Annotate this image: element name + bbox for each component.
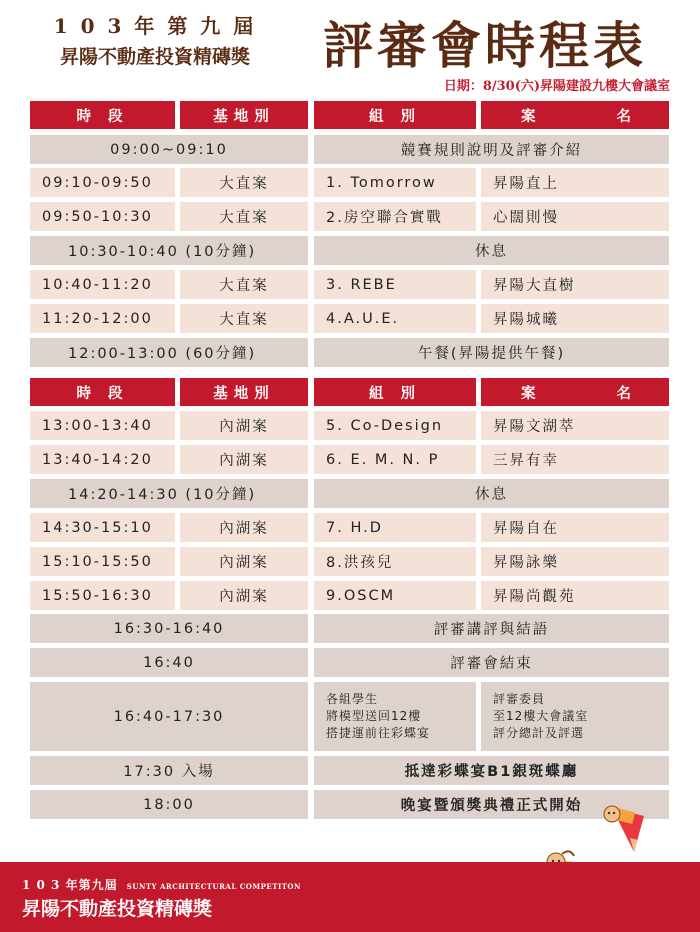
header-case-b: 名: [616, 385, 631, 402]
entry-label: 抵達彩蝶宴B1銀斑蝶廳: [314, 756, 669, 785]
table-row-group: 4.A.U.E.: [314, 304, 476, 333]
table-row-base: 大直案: [180, 202, 308, 231]
header-case: [481, 378, 669, 406]
table-row-group: 9.OSCM: [314, 581, 476, 610]
table-row-base: 內湖案: [180, 547, 308, 576]
footer-edition-text: 1 0 3 年第九屆: [22, 878, 118, 892]
table-row-base: 大直案: [180, 168, 308, 197]
table-row-group: 7. H.D: [314, 513, 476, 542]
table-row-time: 13:40-14:20: [30, 445, 175, 474]
table-row-case: 昇陽自在: [481, 513, 669, 542]
footer-bar: [0, 862, 700, 932]
table-row-group: 3. REBE: [314, 270, 476, 299]
event-date: 日期：8/30(六)昇陽建設九樓大會議室: [443, 79, 670, 94]
table-row-base: 內湖案: [180, 581, 308, 610]
table-row-group: 5. Co-Design: [314, 411, 476, 440]
review-label: 評審講評與結語: [314, 614, 669, 643]
table-row-time: 09:10-09:50: [30, 168, 175, 197]
students-line: 各組學生: [326, 692, 379, 706]
header-base: 基地別: [180, 101, 308, 129]
break-time: 14:20-14:30 (10分鐘): [30, 479, 308, 508]
footer-english: SUNTY ARCHITECTURAL COMPETITON: [126, 882, 301, 891]
opening-event: 競賽規則說明及評審介紹: [314, 135, 669, 164]
opening-time: 09:00~09:10: [30, 135, 308, 164]
students-line: 將模型送回12樓: [326, 709, 422, 723]
end-label: 評審會結束: [314, 648, 669, 677]
move-time: 16:40-17:30: [30, 682, 308, 751]
footer-award: 昇陽不動產投資精磚獎: [22, 898, 213, 920]
header-case: [481, 101, 669, 129]
entry-time: 17:30 入場: [30, 756, 308, 785]
header-case-a: 案: [521, 108, 536, 125]
footer-edition: [22, 876, 301, 893]
award-heading: 昇陽不動產投資精磚獎: [59, 46, 250, 68]
header-case-b: 名: [616, 108, 631, 125]
header-group: 組 別: [314, 378, 476, 406]
mascot-pencil-icon: [598, 796, 658, 856]
break-label: 休息: [314, 236, 669, 265]
table-row-base: 內湖案: [180, 513, 308, 542]
table-row-case: 昇陽詠樂: [481, 547, 669, 576]
table-row-case: 昇陽大直樹: [481, 270, 669, 299]
header-base: 基地別: [180, 378, 308, 406]
table-row-time: 14:30-15:10: [30, 513, 175, 542]
table-row-case: 昇陽尚觀苑: [481, 581, 669, 610]
table-row-case: 昇陽文湖萃: [481, 411, 669, 440]
table-row-case: 昇陽直上: [481, 168, 669, 197]
students-line: 搭捷運前往彩蝶宴: [326, 726, 431, 740]
header-group: 組 別: [314, 101, 476, 129]
break-label: 休息: [314, 479, 669, 508]
end-time: 16:40: [30, 648, 308, 677]
break-time: 10:30-10:40 (10分鐘): [30, 236, 308, 265]
table-row-group: 6. E. M. N. P: [314, 445, 476, 474]
judges-line: 至12樓大會議室: [493, 709, 589, 723]
review-time: 16:30-16:40: [30, 614, 308, 643]
table-row-time: 13:00-13:40: [30, 411, 175, 440]
table-row-group: 8.洪孩兒: [314, 547, 476, 576]
header-case-a: 案: [521, 385, 536, 402]
table-row-case: 三昇有幸: [481, 445, 669, 474]
judges-instructions: [481, 682, 669, 751]
table-row-case: 昇陽城曦: [481, 304, 669, 333]
table-row-base: 大直案: [180, 304, 308, 333]
table-row-time: 09:50-10:30: [30, 202, 175, 231]
banquet-time: 18:00: [30, 790, 308, 819]
page-title: 評審會時程表: [323, 16, 647, 75]
lunch-time: 12:00-13:00 (60分鐘): [30, 338, 308, 367]
table-row-time: 15:50-16:30: [30, 581, 175, 610]
judges-line: 評審委員: [493, 692, 546, 706]
table-row-time: 15:10-15:50: [30, 547, 175, 576]
table-row-time: 11:20-12:00: [30, 304, 175, 333]
edition-heading: 1 0 3 年 第 九 屆: [53, 14, 257, 38]
judges-line: 評分總計及評選: [493, 726, 585, 740]
students-instructions: [314, 682, 476, 751]
table-row-base: 內湖案: [180, 445, 308, 474]
table-row-group: 2.房空聯合實戰: [314, 202, 476, 231]
table-row-base: 大直案: [180, 270, 308, 299]
banquet-label: 晚宴暨頒獎典禮正式開始: [314, 790, 669, 819]
table-row-time: 10:40-11:20: [30, 270, 175, 299]
table-row-base: 內湖案: [180, 411, 308, 440]
table-row-group: 1. Tomorrow: [314, 168, 476, 197]
lunch-label: 午餐(昇陽提供午餐): [314, 338, 669, 367]
header-period: 時 段: [30, 101, 175, 129]
table-row-case: 心闊則慢: [481, 202, 669, 231]
header-period: 時 段: [30, 378, 175, 406]
